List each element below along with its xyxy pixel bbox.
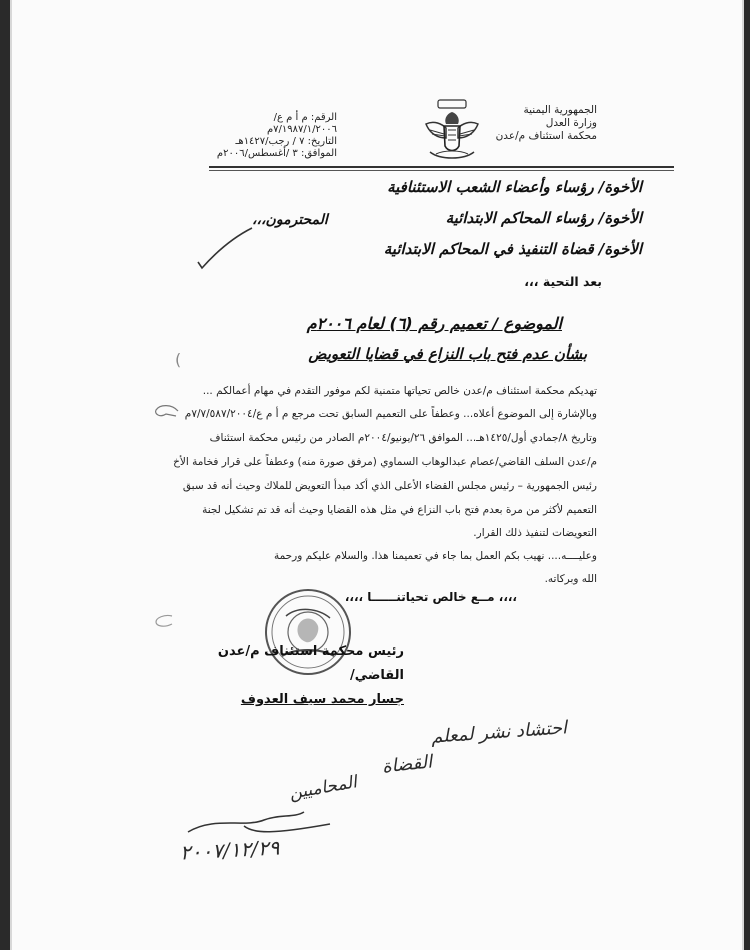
signatory-name: جسار محمد سيف العدوف [240,692,404,707]
body-line-4: م/عدن السلف القاضي/عصام عبدالوهاب السماوي (مرفق صورة منه) وعطفاً على قرار فخامة الأخ [173,456,597,468]
addressee-line-3: الأخوة/ قضاة التنفيذ في المحاكم الابتدائية [383,240,642,258]
body-line-3: وتاريخ ٨/جمادي أول/١٤٢٥هـ... الموافق ٢٦/يونيو/٢٠٠٤م الصادر من رئيس محكمة استئناف [209,432,597,444]
document-page [10,0,744,950]
signatory-title: رئيس محكمة استئناف م/عدن [217,644,404,659]
body-line-6: التعميم لأكثر من مرة بعدم فتح باب النزاع في مثل هذه القضايا وحيث أنه قد تم تشكيل لجنة [202,504,597,516]
greeting: بعد التحية ،،، [524,274,602,289]
republic-eagle-emblem [420,98,484,168]
handwritten-note-2: القضاة [380,751,433,778]
margin-scribble-lower [150,612,176,630]
addressee-line-2: الأخوة/ رؤساء المحاكم الابتدائية [445,209,642,227]
letterhead-ministry: وزارة العدل [545,117,597,129]
letterhead-republic: الجمهورية اليمنية [523,104,597,116]
handwritten-date: ٢٠٠٧/١٢/٢٩ [179,835,280,865]
body-line-8: وعليــــه.... نهيب بكم العمل بما جاء في تعميمنا هذا. والسلام عليكم ورحمة [273,550,597,562]
body-line-5: رئيس الجمهورية – رئيس مجلس القضاء الأعلى الذي أكد مبدأ التعويض للملاك وحيث أنه قد سبق [182,480,597,492]
closing-regards: ،،،، مــع خالص تحياتنــــــا ،،،، [344,590,517,604]
official-stamp [262,586,354,678]
body-line-1: تهديكم محكمة استئناف م/عدن خالص تحياتها متمنية لكم موفور التقدم في مهام أعمالكم ... [202,385,597,397]
signatory-role: القاضي/ [349,668,404,683]
reference-date-gregorian: الموافق: ٣ /أغسطس/٢٠٠٦م [216,148,337,159]
body-line-9: الله وبركاته. [544,573,597,585]
body-line-2: وبالإشارة إلى الموضوع أعلاه... وعطفاً على التعميم السابق تحت مرجع م أ م ع/٧/٧/٥٨٧/٢٠٠٤م [184,408,597,420]
letter-reference-block [207,112,337,160]
margin-mark: ( [175,350,182,369]
body-line-7: التعويضات لتنفيذ ذلك القرار. [473,527,597,539]
handwritten-signature [184,808,334,838]
handwritten-note-1: احتشاد نشر لمعلم [430,717,568,748]
pen-stroke [196,226,256,272]
reference-number: الرقم: م أ م ع/٧/١٩٨٧/١/٢٠٠٦م [266,112,337,135]
subject-title: الموضوع / تعميم رقم (٦) لعام ٢٠٠٦م [306,314,562,333]
reference-date-hijri: التاريخ: ٧ / رجب/١٤٢٧هـ [235,136,337,147]
subject-description: بشأن عدم فتح باب النزاع في قضايا التعويض [308,345,587,363]
handwritten-note-3: المحاميين [287,772,359,804]
honored-salutation: المحترمون،،، [252,212,328,228]
addressee-line-1: الأخوة/ رؤساء وأعضاء الشعب الاستئنافية [387,178,642,196]
header-divider-thin [209,170,674,171]
header-divider [209,166,674,168]
letterhead-court: محكمة استئناف م/عدن [495,130,597,142]
